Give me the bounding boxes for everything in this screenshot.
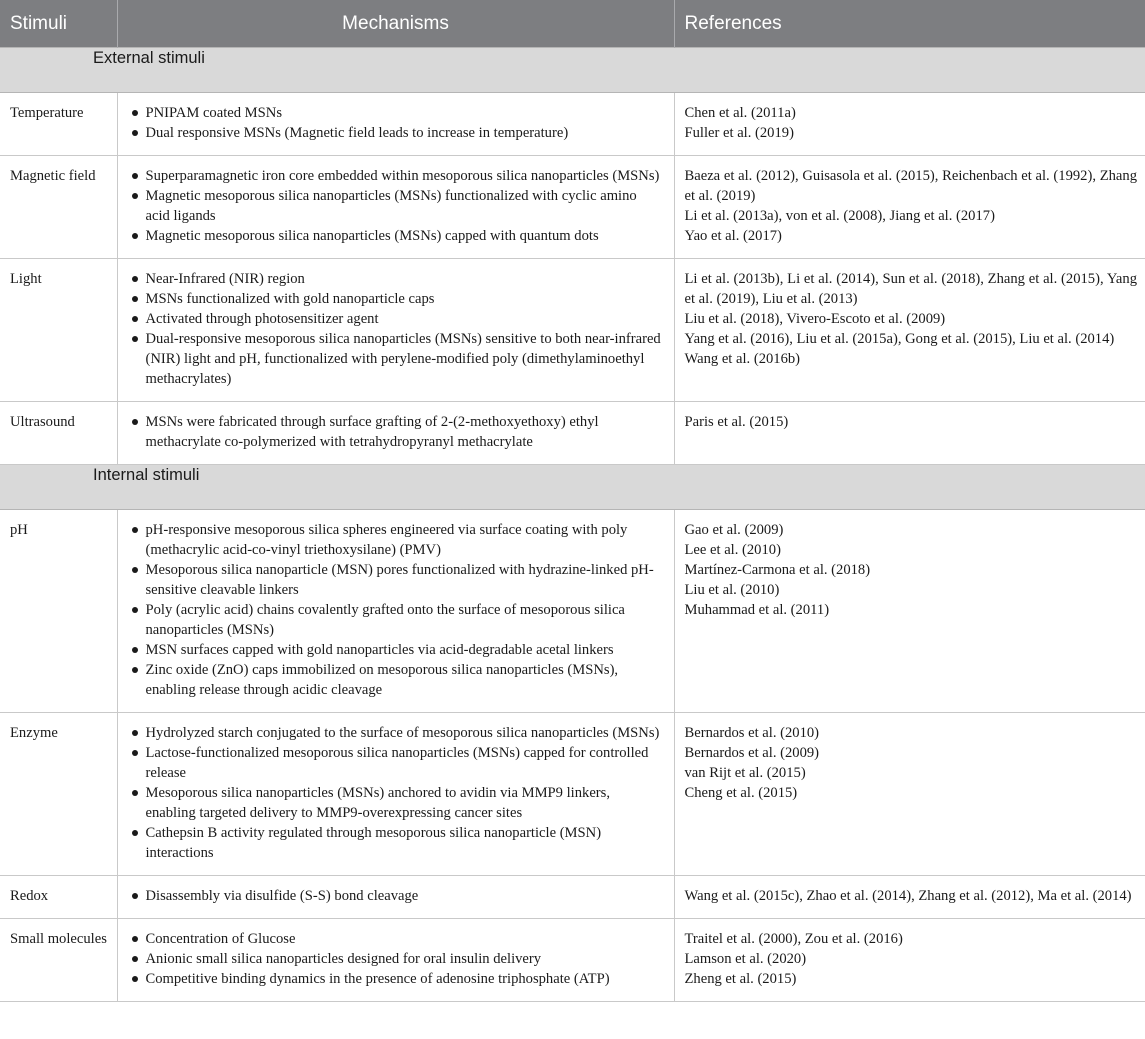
- reference-line: Li et al. (2013a), von et al. (2008), Jiang et al. (2017): [684, 208, 995, 224]
- references-cell: [674, 510, 1145, 713]
- stimulus-cell: Small molecules: [0, 919, 117, 1002]
- mechanism-item: MSNs were fabricated through surface grafting of 2-(2-methoxyethoxy) ethyl methacrylate co-polymerized with tetrahydropyranyl methacrylate: [130, 412, 662, 452]
- mechanism-item: Magnetic mesoporous silica nanoparticles (MSNs) capped with quantum dots: [130, 226, 662, 246]
- mechanism-item: Lactose-functionalized mesoporous silica nanoparticles (MSNs) capped for controlled release: [130, 743, 662, 783]
- stimulus-cell: pH: [0, 510, 117, 713]
- mechanism-list: [130, 929, 662, 989]
- reference-line: Chen et al. (2011a): [684, 105, 796, 121]
- mechanism-item: Disassembly via disulfide (S-S) bond cleavage: [130, 886, 662, 906]
- mechanism-item: Activated through photosensitizer agent: [130, 309, 662, 329]
- reference-line: Li et al. (2013b), Li et al. (2014), Sun et al. (2018), Zhang et al. (2015), Yang et al. (2019), Liu et al. (2013): [684, 271, 1137, 307]
- reference-line: Martínez-Carmona et al. (2018): [684, 562, 871, 578]
- references-cell: [674, 402, 1145, 465]
- mechanism-item: Poly (acrylic acid) chains covalently grafted onto the surface of mesoporous silica nanoparticles (MSNs): [130, 600, 662, 640]
- table-row: [0, 156, 1145, 259]
- table-row: [0, 876, 1145, 919]
- header-mechanisms: Mechanisms: [117, 0, 674, 48]
- mechanism-item: Dual-responsive mesoporous silica nanoparticles (MSNs) sensitive to both near-infrared (NIR) light and pH, functionalized with perylene-modified poly (dimethylaminoethyl methacrylates): [130, 329, 662, 389]
- mechanism-list: [130, 520, 662, 700]
- reference-line: Paris et al. (2015): [684, 414, 789, 430]
- mechanism-item: Mesoporous silica nanoparticles (MSNs) anchored to avidin via MMP9 linkers, enabling targeted delivery to MMP9-overexpressing cancer sites: [130, 783, 662, 823]
- mechanism-item: Superparamagnetic iron core embedded within mesoporous silica nanoparticles (MSNs): [130, 166, 662, 186]
- reference-line: Bernardos et al. (2009): [684, 745, 820, 761]
- stimulus-cell: Light: [0, 259, 117, 402]
- references-cell: [674, 919, 1145, 1002]
- mechanisms-cell: [117, 876, 674, 919]
- mechanisms-cell: [117, 402, 674, 465]
- reference-line: Traitel et al. (2000), Zou et al. (2016): [684, 931, 903, 947]
- mechanism-item: Cathepsin B activity regulated through mesoporous silica nanoparticle (MSN) interactions: [130, 823, 662, 863]
- mechanism-list: [130, 886, 662, 906]
- mechanisms-cell: [117, 259, 674, 402]
- stimulus-cell: Ultrasound: [0, 402, 117, 465]
- reference-line: Yao et al. (2017): [684, 228, 782, 244]
- mechanisms-cell: [117, 919, 674, 1002]
- stimulus-cell: Enzyme: [0, 713, 117, 876]
- mechanism-list: [130, 723, 662, 863]
- table-row: [0, 93, 1145, 156]
- mechanism-item: Hydrolyzed starch conjugated to the surface of mesoporous silica nanoparticles (MSNs): [130, 723, 662, 743]
- table-header: [0, 0, 1145, 48]
- references-cell: [674, 93, 1145, 156]
- mechanism-item: Near-Infrared (NIR) region: [130, 269, 662, 289]
- reference-line: Yang et al. (2016), Liu et al. (2015a), Gong et al. (2015), Liu et al. (2014): [684, 331, 1115, 347]
- stimulus-cell: Temperature: [0, 93, 117, 156]
- mechanism-item: MSN surfaces capped with gold nanoparticles via acid-degradable acetal linkers: [130, 640, 662, 660]
- table-body: [0, 48, 1145, 1002]
- section-title: External stimuli: [0, 48, 1145, 93]
- mechanism-item: PNIPAM coated MSNs: [130, 103, 662, 123]
- reference-line: van Rijt et al. (2015): [684, 765, 806, 781]
- section-row: [0, 48, 1145, 93]
- mechanisms-cell: [117, 156, 674, 259]
- reference-line: Muhammad et al. (2011): [684, 602, 830, 618]
- references-cell: [674, 713, 1145, 876]
- table-row: [0, 402, 1145, 465]
- references-cell: [674, 156, 1145, 259]
- reference-line: Liu et al. (2018), Vivero-Escoto et al. (2009): [684, 311, 946, 327]
- reference-line: Zheng et al. (2015): [684, 971, 797, 987]
- reference-line: Lee et al. (2010): [684, 542, 781, 558]
- mechanism-item: Competitive binding dynamics in the presence of adenosine triphosphate (ATP): [130, 969, 662, 989]
- table-row: [0, 713, 1145, 876]
- reference-line: Wang et al. (2016b): [684, 351, 801, 367]
- header-references: References: [674, 0, 1145, 48]
- reference-line: Gao et al. (2009): [684, 522, 784, 538]
- mechanism-item: Mesoporous silica nanoparticle (MSN) pores functionalized with hydrazine-linked pH-sensitive cleavable linkers: [130, 560, 662, 600]
- mechanism-list: [130, 412, 662, 452]
- reference-line: Cheng et al. (2015): [684, 785, 798, 801]
- mechanism-item: Anionic small silica nanoparticles designed for oral insulin delivery: [130, 949, 662, 969]
- reference-line: Bernardos et al. (2010): [684, 725, 820, 741]
- mechanism-list: [130, 103, 662, 143]
- reference-line: Wang et al. (2015c), Zhao et al. (2014), Zhang et al. (2012), Ma et al. (2014): [684, 888, 1132, 904]
- mechanisms-cell: [117, 713, 674, 876]
- mechanism-item: Zinc oxide (ZnO) caps immobilized on mesoporous silica nanoparticles (MSNs), enabling release through acidic cleavage: [130, 660, 662, 700]
- mechanism-list: [130, 166, 662, 246]
- table-row: [0, 510, 1145, 713]
- section-title: Internal stimuli: [0, 465, 1145, 510]
- references-cell: [674, 259, 1145, 402]
- references-cell: [674, 876, 1145, 919]
- table-row: [0, 919, 1145, 1002]
- stimulus-cell: Magnetic field: [0, 156, 117, 259]
- header-stimuli: Stimuli: [0, 0, 117, 48]
- mechanism-item: Concentration of Glucose: [130, 929, 662, 949]
- stimulus-cell: Redox: [0, 876, 117, 919]
- mechanism-item: pH-responsive mesoporous silica spheres engineered via surface coating with poly (methacrylic acid-co-vinyl triethoxysilane) (PMV): [130, 520, 662, 560]
- mechanism-item: Magnetic mesoporous silica nanoparticles (MSNs) functionalized with cyclic amino acid ligands: [130, 186, 662, 226]
- mechanisms-cell: [117, 510, 674, 713]
- reference-line: Fuller et al. (2019): [684, 125, 794, 141]
- reference-line: Liu et al. (2010): [684, 582, 780, 598]
- reference-line: Baeza et al. (2012), Guisasola et al. (2015), Reichenbach et al. (1992), Zhang et al. (2019): [684, 168, 1137, 204]
- reference-line: Lamson et al. (2020): [684, 951, 807, 967]
- mechanism-item: MSNs functionalized with gold nanoparticle caps: [130, 289, 662, 309]
- section-row: [0, 465, 1145, 510]
- mechanisms-cell: [117, 93, 674, 156]
- mechanism-item: Dual responsive MSNs (Magnetic field leads to increase in temperature): [130, 123, 662, 143]
- table-row: [0, 259, 1145, 402]
- mechanism-list: [130, 269, 662, 389]
